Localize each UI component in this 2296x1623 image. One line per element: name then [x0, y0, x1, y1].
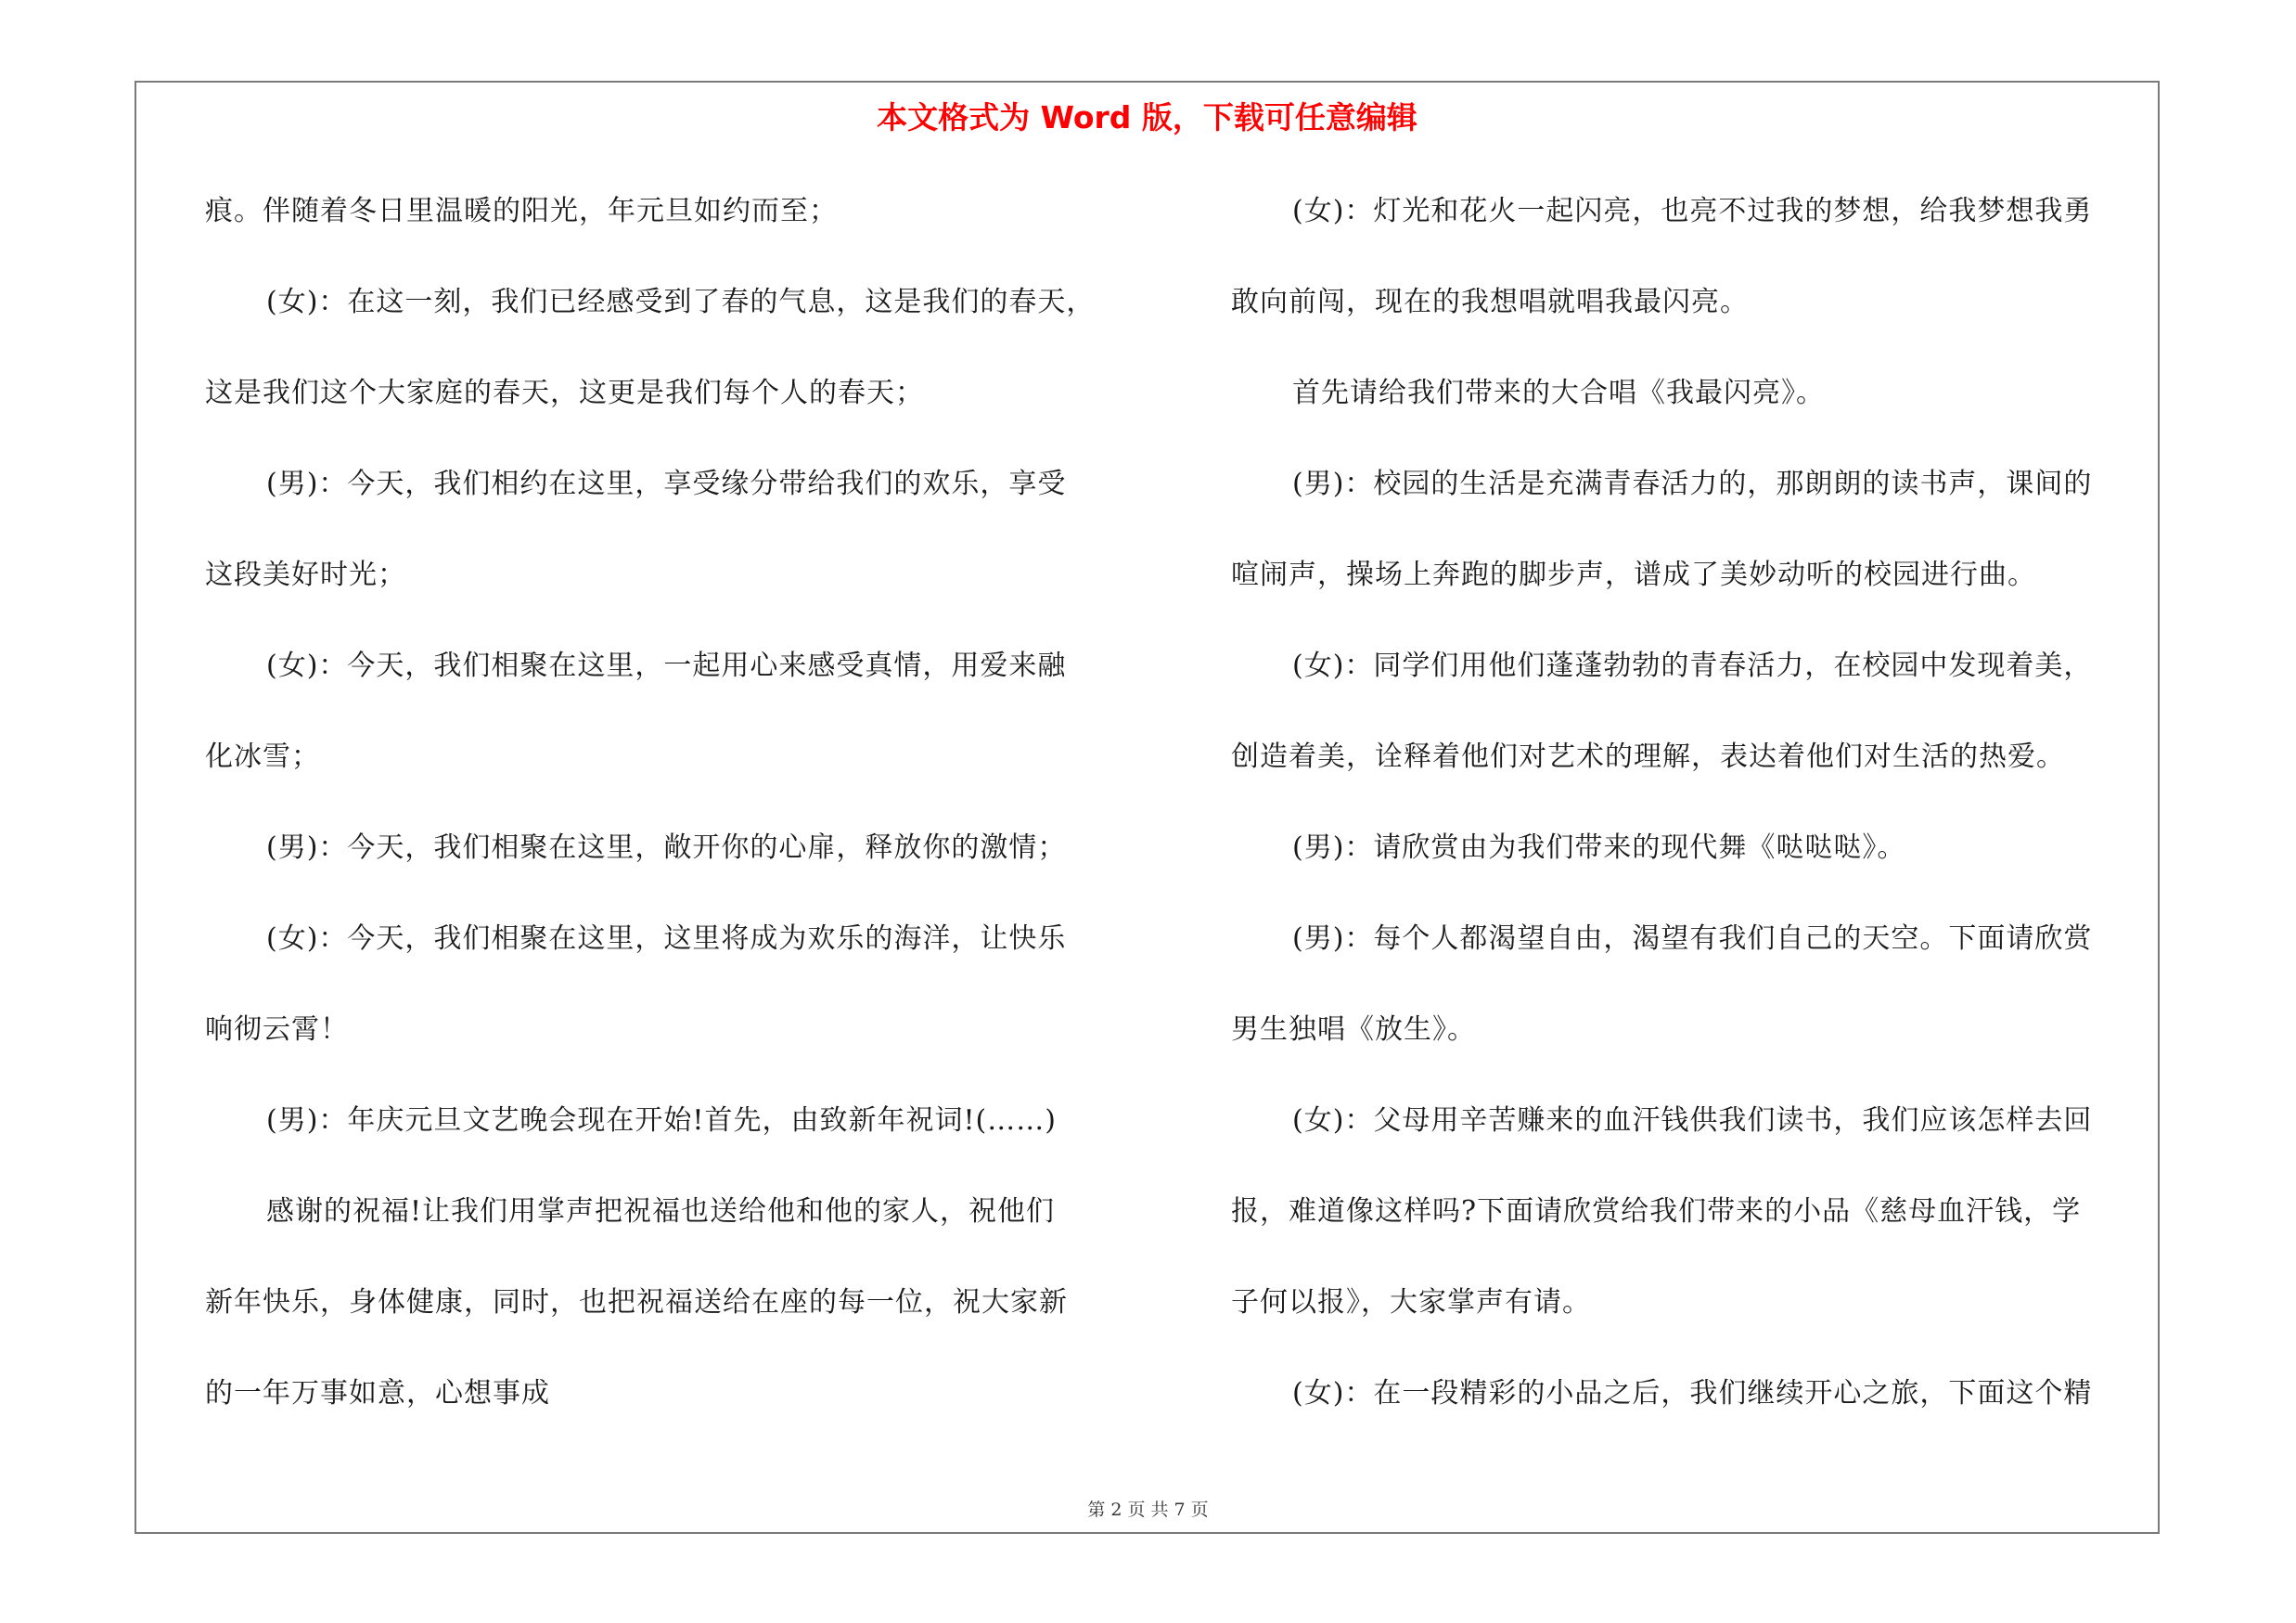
text-line: (男)：每个人都渴望自由，渴望有我们自己的天空。下面请欣赏 [1292, 922, 2093, 955]
text-line: (女)：父母用辛苦赚来的血汗钱供我们读书，我们应该怎样去回 [1292, 1104, 2093, 1137]
text-line: 感谢的祝福!让我们用掌声把祝福也送给他和他的家人，祝他们 [266, 1195, 1056, 1228]
text-line: 首先请给我们带来的大合唱《我最闪亮》。 [1292, 377, 1825, 409]
text-line: (女)：在一段精彩的小品之后，我们继续开心之旅，下面这个精 [1292, 1377, 2093, 1410]
text-line: (女)：在这一刻，我们已经感受到了春的气息，这是我们的春天， [266, 286, 1096, 318]
text-line: (男)：请欣赏由为我们带来的现代舞《哒哒哒》。 [1292, 831, 1906, 864]
text-line: (男)：校园的生活是充满青春活力的，那朗朗的读书声，课间的 [1292, 468, 2093, 500]
format-notice-banner: 本文格式为 Word 版，下载可任意编辑 [877, 99, 1417, 135]
text-line: (女)：同学们用他们蓬蓬勃勃的青春活力，在校园中发现着美， [1292, 650, 2093, 682]
text-line: 痕。伴随着冬日里温暖的阳光，年元旦如约而至； [205, 195, 838, 227]
right-text-column [1231, 182, 2159, 1455]
text-line: 子何以报》，大家掌声有请。 [1231, 1286, 1591, 1319]
text-line: (男)：年庆元旦文艺晚会现在开始!首先，由致新年祝词!(……) [266, 1104, 1057, 1137]
text-line: (男)：今天，我们相聚在这里，敞开你的心扉，释放你的激情； [266, 831, 1067, 864]
text-line: 喧闹声，操场上奔跑的脚步声，谱成了美妙动听的校园进行曲。 [1231, 559, 2036, 591]
page-number-footer: 第 2 页 共 7 页 [1087, 1500, 1209, 1520]
text-line: 响彻云霄！ [205, 1013, 349, 1046]
text-line: (男)：今天，我们相约在这里，享受缘分带给我们的欢乐，享受 [266, 468, 1067, 500]
text-line: 新年快乐，身体健康，同时，也把祝福送给在座的每一位，祝大家新 [205, 1286, 1068, 1319]
text-line: 创造着美，诠释着他们对艺术的理解，表达着他们对生活的热爱。 [1231, 741, 2065, 773]
left-text-column [205, 182, 1123, 1455]
text-line: 这是我们这个大家庭的春天，这更是我们每个人的春天； [205, 377, 924, 409]
text-line: 报，难道像这样吗?下面请欣赏给我们带来的小品《慈母血汗钱，学 [1231, 1195, 2082, 1228]
text-line: (女)：今天，我们相聚在这里，一起用心来感受真情，用爱来融 [266, 650, 1067, 682]
text-line: 的一年万事如意，心想事成 [205, 1377, 550, 1410]
text-line: 这段美好时光； [205, 559, 406, 591]
text-line: (女)：今天，我们相聚在这里，这里将成为欢乐的海洋，让快乐 [266, 922, 1067, 955]
text-line: 男生独唱《放生》。 [1231, 1013, 1476, 1046]
text-line: 化冰雪； [205, 741, 320, 773]
text-line: (女)：灯光和花火一起闪亮，也亮不过我的梦想，给我梦想我勇 [1292, 195, 2093, 227]
text-line: 敢向前闯，现在的我想唱就唱我最闪亮。 [1231, 286, 1749, 318]
